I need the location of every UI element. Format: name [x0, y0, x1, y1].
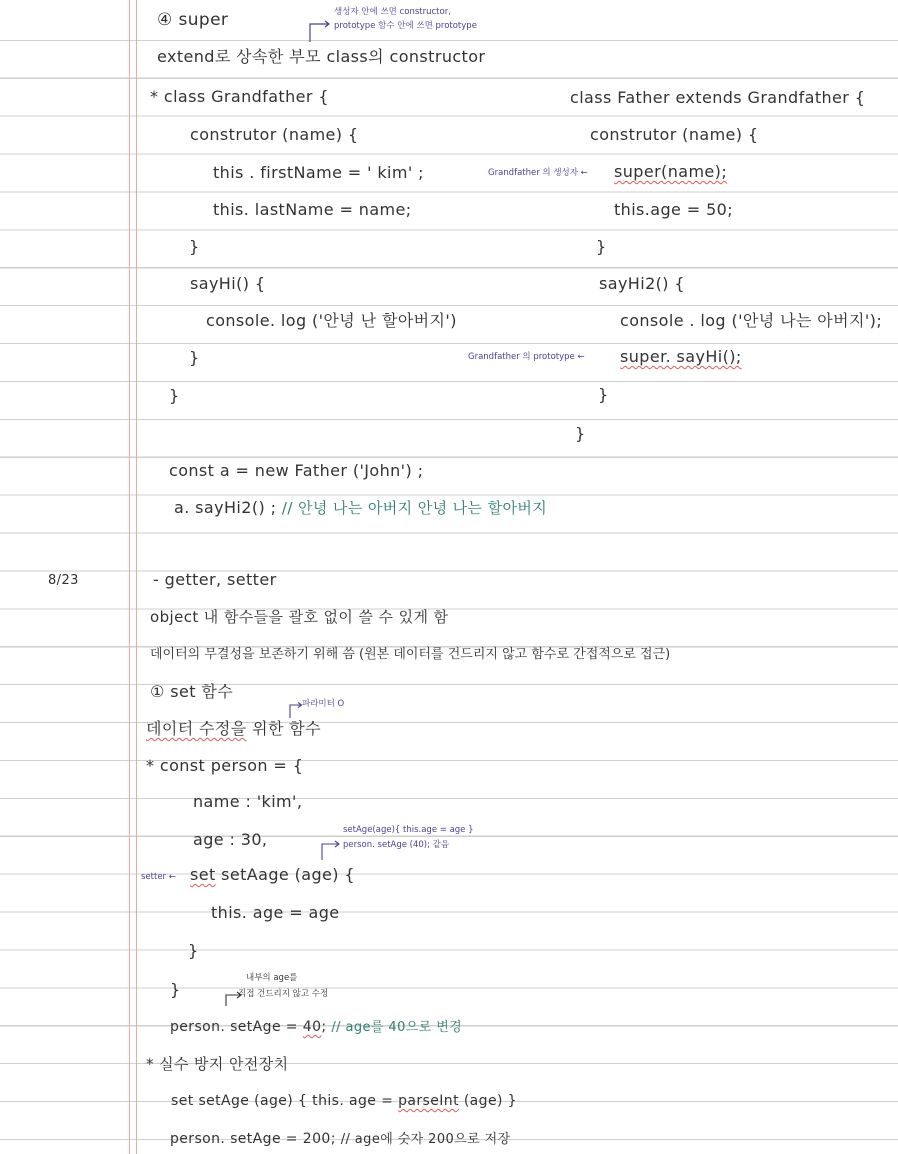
- setage-semicolon: ;: [321, 1019, 327, 1035]
- setter-method-line: [190, 865, 355, 885]
- getter-setter-desc2: 데이터의 무결성을 보존하기 위해 씀 (원본 데이터를 건드리지 않고 함수로 간접적으로 접근): [150, 647, 671, 662]
- setage-value: 40: [302, 1019, 322, 1035]
- safety-code-post: (age) }: [458, 1093, 517, 1109]
- setage-equivalent-annotation-line1: setAge(age){ this.age = age }: [343, 825, 474, 835]
- set-function-desc: [146, 719, 321, 739]
- super-heading: ④ super: [157, 10, 229, 30]
- sayhi2-call-code: a. sayHi2() ;: [174, 498, 277, 517]
- setter-label: setter ←: [141, 872, 176, 882]
- getter-setter-desc1: object 내 함수들을 괄호 없이 쓸 수 있게 함: [150, 608, 449, 626]
- safety-code-pre: set setAge (age) { this. age =: [171, 1093, 399, 1109]
- set-desc-rest: 위한 함수: [246, 719, 322, 738]
- sayhi2-call-comment: // 안녕 나는 아버지 안녕 나는 할아버지: [281, 499, 548, 517]
- const-a-line: const a = new Father ('John') ;: [169, 461, 424, 480]
- person-object-close: }: [170, 980, 181, 999]
- margin-line-left: [129, 0, 130, 1154]
- last-assignment-comment: // age에 숫자 200으로 저장: [340, 1132, 511, 1147]
- setage-equivalent-annotation-line2: person. setAge (40); 같음: [343, 840, 450, 850]
- inner-age-annotation-line2: 직접 건드리지 않고 수정: [238, 989, 329, 999]
- parameter-annotation: 파라미터 O: [302, 699, 345, 709]
- grandfather-lastname-line: this. lastName = name;: [213, 200, 412, 219]
- last-assignment-code: person. setAge = 200;: [170, 1131, 336, 1147]
- grandfather-constructor-close: }: [189, 237, 200, 256]
- person-age-line: age : 30,: [193, 830, 268, 849]
- super-usage-annotation-line2: prototype 함수 안에 쓰면 prototype: [334, 21, 477, 31]
- set-desc-underlined: 데이터 수정을: [146, 719, 247, 738]
- father-console-line: console . log ('안녕 나는 아버지');: [620, 311, 883, 330]
- person-object-line: * const person = {: [146, 756, 304, 775]
- grandfather-firstname-line: this . firstName = ' kim' ;: [213, 163, 424, 182]
- father-class-close: }: [575, 424, 586, 443]
- set-function-heading: ① set 함수: [150, 682, 234, 701]
- super-prototype-annotation: Grandfather 의 prototype ←: [468, 352, 585, 362]
- grandfather-console-line: console. log ('안녕 난 할아버지'): [206, 311, 457, 330]
- last-assignment-line: [170, 1129, 511, 1150]
- grandfather-sayhi-close: }: [189, 348, 200, 367]
- father-constructor-close: }: [596, 237, 607, 256]
- super-constructor-annotation: Grandfather 의 생성자 ←: [488, 168, 588, 178]
- father-class-line: class Father extends Grandfather {: [570, 88, 866, 107]
- inner-age-annotation-line1: 내부의 age를: [246, 973, 298, 983]
- grandfather-class-line: * class Grandfather {: [150, 87, 329, 106]
- setage-arrow-icon: [318, 838, 344, 862]
- person-name-line: name : 'kim',: [193, 792, 303, 811]
- super-usage-annotation-line1: 생성자 안에 쓰면 constructor,: [334, 7, 451, 17]
- annotation-arrow-icon: [306, 18, 336, 44]
- grandfather-constructor-line: construtor (name) {: [190, 125, 359, 144]
- safety-heading: * 실수 방지 안전장치: [146, 1055, 289, 1073]
- set-keyword: set: [190, 865, 216, 884]
- super-description: extend로 상속한 부모 class의 constructor: [157, 47, 486, 66]
- grandfather-class-close: }: [169, 386, 180, 405]
- grandfather-sayhi-line: sayHi() {: [190, 274, 266, 293]
- safety-code-line: [171, 1091, 517, 1111]
- sayhi2-call-line: [174, 498, 547, 518]
- margin-line-right: [136, 0, 137, 1154]
- setter-close: }: [188, 941, 199, 960]
- father-super-sayhi-line: super. sayHi();: [620, 347, 742, 366]
- father-sayhi2-close: }: [598, 385, 609, 404]
- setter-method-rest: setAage (age) {: [215, 865, 355, 884]
- setage-assignment-code: person. setAge =: [170, 1019, 303, 1035]
- setage-assignment-comment: // age를 40으로 변경: [331, 1020, 463, 1035]
- father-super-call-line: super(name);: [614, 162, 728, 181]
- getter-setter-heading: - getter, setter: [153, 570, 277, 589]
- date-label: 8/23: [48, 573, 79, 588]
- parseint-keyword: parseInt: [398, 1093, 459, 1109]
- setage-assignment-line: [170, 1017, 462, 1038]
- father-constructor-line: construtor (name) {: [590, 125, 759, 144]
- father-sayhi2-line: sayHi2() {: [599, 274, 686, 293]
- father-age-line: this.age = 50;: [614, 200, 734, 219]
- setter-body-line: this. age = age: [211, 903, 340, 922]
